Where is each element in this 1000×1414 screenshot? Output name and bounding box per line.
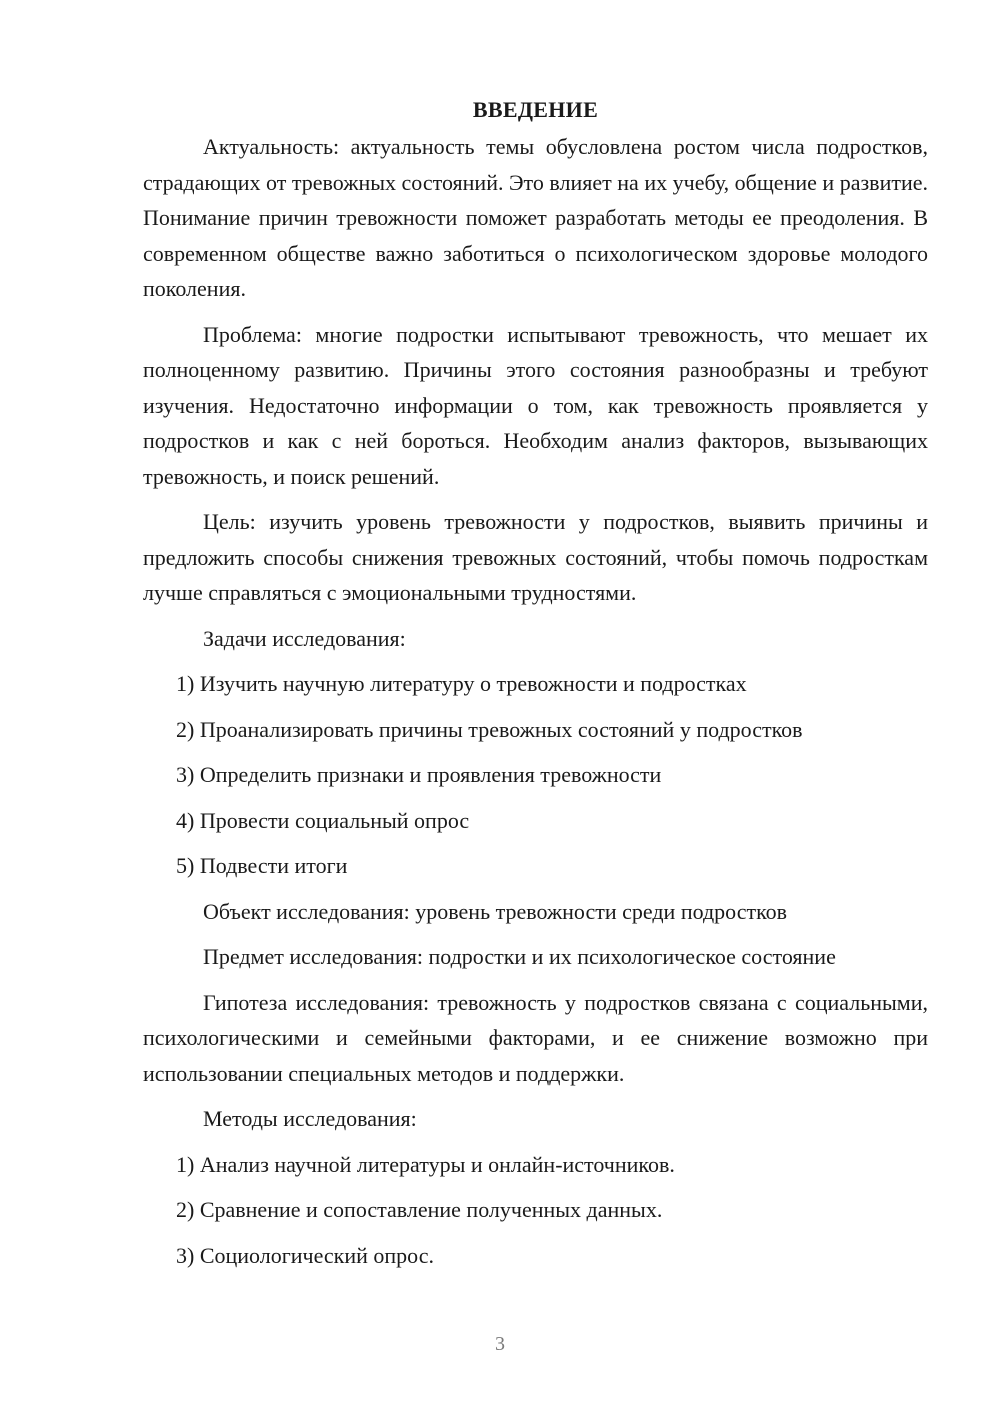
object-paragraph: Объект исследования: уровень тревожности среди подростков: [203, 898, 788, 924]
problem-paragraph: Проблема: многие подростки испытывают тревожность, что мешает их полноценному развитию. Причины этого состояния разнообразны и требуют изучения. Недостаточно информации о том, как тревожность проявляется у подростков и как с ней бороться. Необходим анализ факторов, вызывающих тревожность, и поиск решений.: [143, 321, 928, 489]
task-item: 1) Изучить научную литературу о тревожности и подростках: [176, 671, 747, 696]
task-item: 3) Определить признаки и проявления тревожности: [176, 762, 662, 787]
page-title: ВВЕДЕНИЕ: [472, 97, 599, 122]
tasks-list: [143, 666, 928, 884]
task-item: 5) Подвести итоги: [176, 853, 348, 878]
relevance-paragraph: Актуальность: актуальность темы обусловлена ростом числа подростков, страдающих от тревожных состояний. Это влияет на их учебу, общение и развитие. Понимание причин тревожности поможет разработать методы ее преодоления. В современном обществе важно заботиться о психологическом здоровье молодого поколения.: [143, 134, 928, 301]
method-item: 2) Сравнение и сопоставление полученных данных.: [176, 1197, 663, 1222]
methods-heading: Методы исследования:: [203, 1106, 417, 1131]
methods-list: [143, 1147, 928, 1274]
task-item: 4) Провести социальный опрос: [176, 807, 470, 833]
page-number: 3: [495, 1333, 505, 1355]
method-item: 3) Социологический опрос.: [176, 1242, 434, 1268]
subject-paragraph: Предмет исследования: подростки и их психологическое состояние: [203, 944, 836, 969]
tasks-heading: Задачи исследования:: [203, 625, 406, 651]
method-item: 1) Анализ научной литературы и онлайн-источников.: [176, 1151, 675, 1177]
goal-paragraph: Цель: изучить уровень тревожности у подростков, выявить причины и предложить способы снижения тревожных состояний, чтобы помочь подросткам лучше справляться с эмоциональными трудностями.: [143, 509, 928, 605]
page-content: [143, 92, 928, 1273]
hypothesis-paragraph: Гипотеза исследования: тревожность у подростков связана с социальными, психологическими и семейными факторами, и ее снижение возможно при использовании специальных методов и поддержки.: [143, 989, 928, 1086]
task-item: 2) Проанализировать причины тревожных состояний у подростков: [176, 716, 803, 742]
